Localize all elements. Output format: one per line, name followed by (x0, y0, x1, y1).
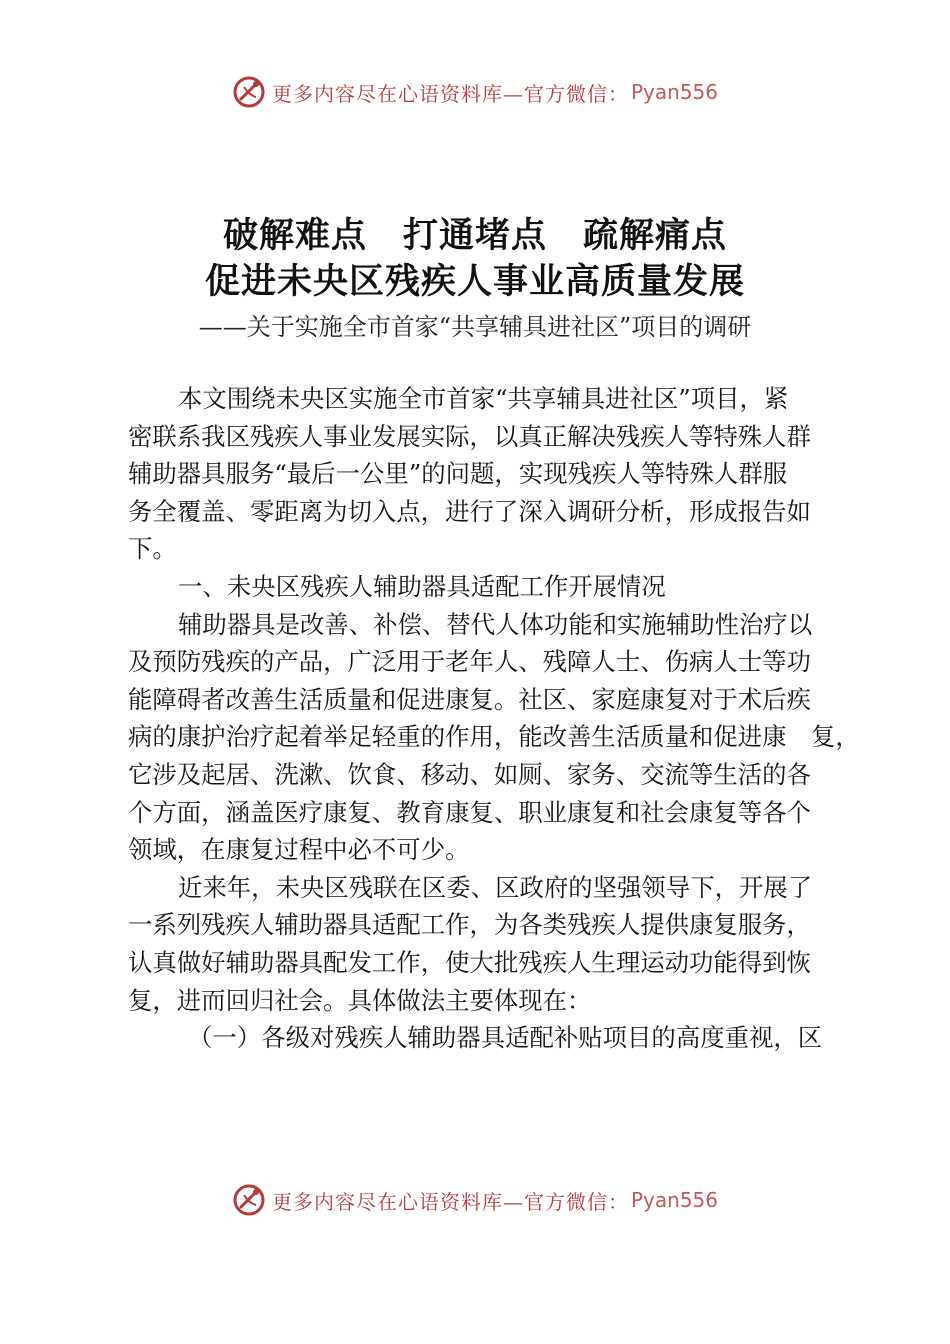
body-line: 务全覆盖、零距离为切入点，进行了深入调研分析，形成报告如 (128, 496, 811, 526)
banner-wechat-id: Pyan556 (630, 80, 718, 104)
body-line: 一系列残疾人辅助器具适配工作，为各类残疾人提供康复服务， (128, 910, 811, 940)
title-line-1: 破解难点 打通堵点 疏解痛点 (222, 215, 727, 256)
banner-text: 更多内容尽在心语资料库—官方微信： (271, 81, 629, 106)
footer-banner (0, 1178, 950, 1222)
body-line: 个方面，涵盖医疗康复、教育康复、职业康复和社会康复等各个 (128, 797, 811, 827)
title-line-2: 促进未央区残疾人事业高质量发展 (204, 261, 745, 302)
body-line: 病的康护治疗起着举足轻重的作用，能改善生活质量和促进康 复， (128, 722, 860, 752)
logo-icon (232, 1183, 266, 1217)
body-line: 本文围绕未央区实施全市首家“共享辅具进社区”项目，紧 (178, 384, 789, 413)
body-line: 领域，在康复过程中必不可少。 (128, 835, 470, 865)
body-line: 辅助器具服务“最后一公里”的问题，实现残疾人等特殊人群服 (128, 459, 788, 489)
body-line: 密联系我区残疾人事业发展实际，以真正解决残疾人等特殊人群 (128, 421, 811, 451)
body-line: 能障碍者改善生活质量和促进康复。社区、家庭康复对于术后疾 (128, 684, 811, 714)
body-line: 认真做好辅助器具配发工作，使大批残疾人生理运动功能得到恢 (128, 947, 811, 977)
header-banner (0, 70, 950, 114)
banner-wechat-id: Pyan556 (630, 1188, 718, 1212)
section-heading: 一、未央区残疾人辅助器具适配工作开展情况 (178, 571, 666, 601)
body-line: 及预防残疾的产品，广泛用于老年人、残障人士、伤病人士等功 (128, 647, 811, 677)
body-line: 近来年，未央区残联在区委、区政府的坚强领导下，开展了 (178, 872, 813, 902)
body-line: 辅助器具是改善、补偿、替代人体功能和实施辅助性治疗以 (178, 609, 813, 639)
body-text (128, 380, 860, 1057)
subtitle: ——关于实施全市首家“共享辅具进社区”项目的调研 (198, 313, 752, 341)
subsection-heading: （一）各级对残疾人辅助器具适配补贴项目的高度重视，区 (188, 1023, 823, 1053)
body-line: 它涉及起居、洗漱、饮食、移动、如厕、家务、交流等生活的各 (128, 759, 811, 789)
banner-text: 更多内容尽在心语资料库—官方微信： (271, 1189, 629, 1214)
logo-icon (232, 75, 266, 109)
body-line: 复，进而回归社会。具体做法主要体现在： (128, 985, 592, 1015)
body-line: 下。 (128, 534, 177, 564)
